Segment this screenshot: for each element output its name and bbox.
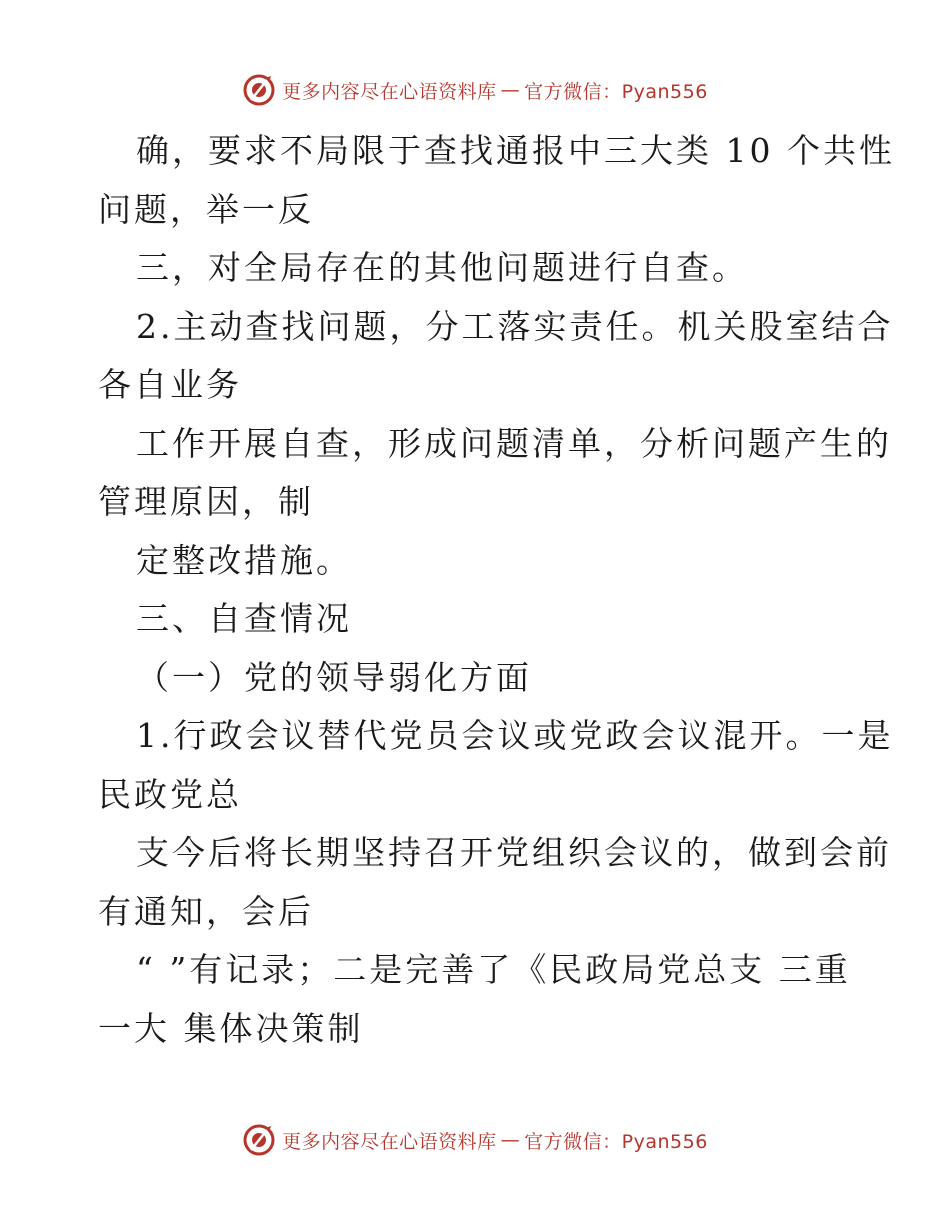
section-heading: 三、自查情况	[136, 599, 352, 638]
text-line: 三，对全局存在的其他问题进行自查。	[136, 248, 748, 287]
subsection-heading: （一）党的领导弱化方面	[136, 657, 532, 697]
document-body	[98, 122, 895, 1058]
text-line: 工作开展自查，形成问题清单，分析问题产生的	[136, 423, 892, 463]
wechat-text: 官方微信：Pyan556	[524, 1130, 708, 1153]
text-line: 问题，举一反	[98, 189, 314, 229]
logo-icon	[242, 1123, 276, 1157]
promo-text: 更多内容尽在心语资料库	[282, 1130, 497, 1153]
wechat-text: 官方微信：Pyan556	[524, 80, 708, 103]
text-line: 1.行政会议替代党员会议或党政会议混开。一是	[136, 716, 894, 755]
header-banner	[0, 70, 950, 110]
text-line: “ ”有记录；二是完善了《民政局党总支 三重	[136, 950, 851, 989]
text-line: 一大 集体决策制	[98, 1008, 364, 1048]
text-line: 支今后将长期坚持召开党组织会议的，做到会前	[136, 833, 892, 872]
text-line: 管理原因，制	[98, 482, 314, 521]
text-line: 2.主动查找问题，分工落实责任。机关股室结合	[136, 306, 894, 346]
banner-separator: —	[500, 79, 521, 101]
text-line: 民政党总	[98, 774, 242, 814]
text-line: 有通知，会后	[98, 891, 314, 931]
text-line: 各自业务	[98, 365, 242, 404]
text-line: 确，要求不局限于查找通报中三大类 10 个共性	[136, 131, 895, 170]
text-line: 定整改措施。	[136, 540, 352, 580]
promo-text: 更多内容尽在心语资料库	[282, 80, 497, 103]
logo-icon	[242, 73, 276, 107]
footer-banner	[0, 1120, 950, 1160]
banner-separator: —	[500, 1129, 521, 1151]
